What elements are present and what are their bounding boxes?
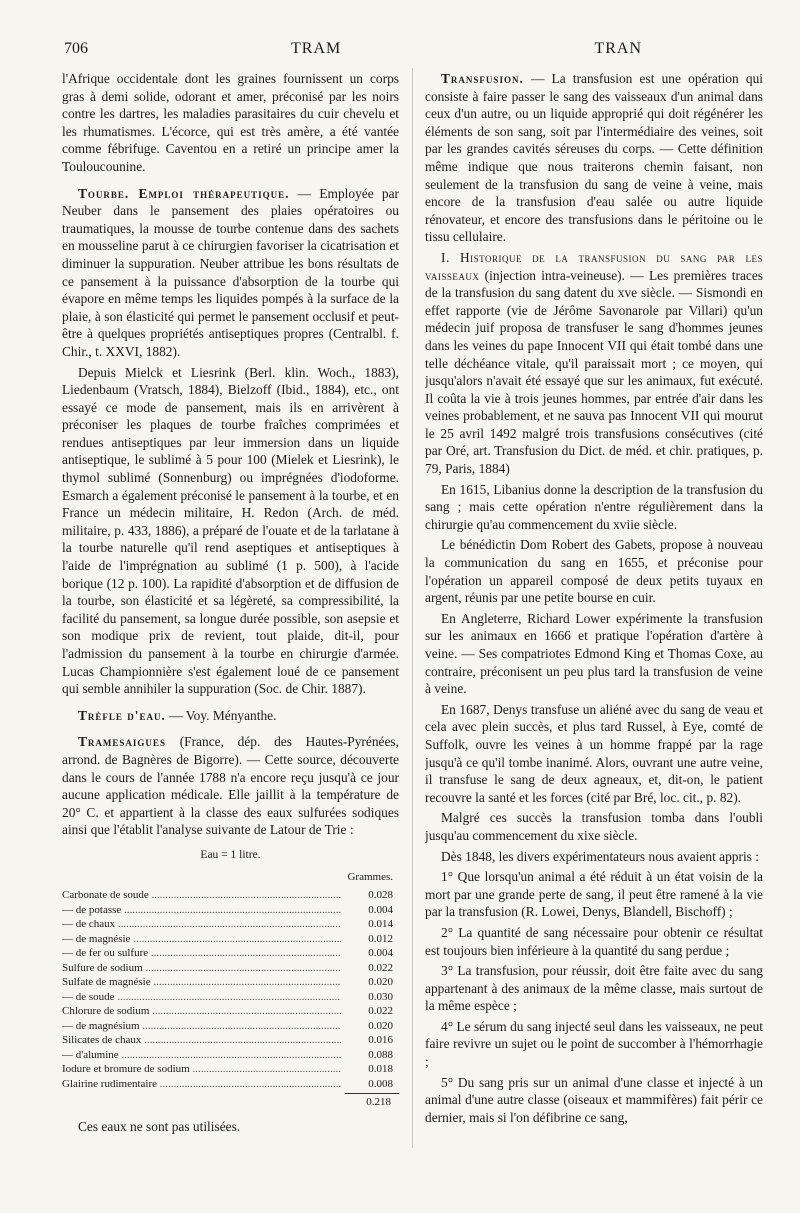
table-row <box>62 1019 399 1034</box>
table-title: Eau = 1 litre. <box>200 848 261 861</box>
entry-text: — Employée par Neuber dans le pansement des plaies opératoires ou traumatiques, la mousse de tourbe contenue dans des sachets en mousseline parut à ce chirurgien favoriser la cicatrisation et diminuer la suppuration. Neuber attribue les bons résultats de ce pansement à la puissance d'absorption de la tourbe qui évapore en même temps les liquides pompés à la surface de la plaie, à son élasticité qui permet le pansement occlusif et peut-être à quelques propriétés antiseptiques propres (Centralbl. f. Chir., t. XXVI, 1882). <box>62 185 399 359</box>
table-cell-grams: 0.022 <box>368 961 393 974</box>
table-row <box>62 932 399 947</box>
entry-text: (France, dép. des Hautes-Pyrénées, arrond. de Bagnères de Bigorre). — Cette source, découverte dans le cours de l'année 1788 n'a encore reçu jusqu'à ce jour aucune application médicale. Elle jaillit à la température de 20° C. et appartient à la classe des eaux sulfurées sodiques ainsi que l'établit l'analyse suivante de Latour de Trie : <box>62 734 399 838</box>
table-cell-substance: Chlorure de sodium ..... <box>62 1004 341 1019</box>
entry-heading: Tourbe. Emploi thérapeutique. <box>78 185 290 201</box>
left-running-head: TRAM <box>291 40 342 57</box>
table-cell-substance: Iodure et bromure de sodium ..... <box>62 1062 341 1077</box>
right-column <box>425 70 763 1173</box>
table-row <box>62 1033 399 1048</box>
table-cell-grams: 0.012 <box>368 932 393 945</box>
entry-text: — La transfusion est une opération qui consiste à faire passer le sang des vaisseaux d'un animal dans ceux d'un autre, ou un liquide approprié qui doit régénérer les éléments de son sang, soit par l'intermédiaire des veines, soit par les grandes cavités séreuses du corps. — Cette définition même indique que nous traiterons chemin faisant, non seulement de la transfusion du sang de veine à veine, mais encore de la transfusion d'eau salée ou autre liquide rénovateur, et encore des transfusions dans le péritoine ou le tissu cellulaire. <box>425 71 763 245</box>
table-cell-grams: 0.014 <box>368 918 393 931</box>
entry-heading: Transfusion. <box>441 71 524 86</box>
numbered-list <box>425 868 763 1126</box>
table-total <box>62 1093 399 1112</box>
table-cell-grams: 0.030 <box>368 990 393 1003</box>
table-cell-substance: — de soude ..... <box>62 990 341 1005</box>
table-cell-grams: 0.004 <box>368 947 393 960</box>
analysis-table <box>62 847 399 1112</box>
table-cell-substance: Glairine rudimentaire ..... <box>62 1077 341 1092</box>
list-item: 1° Que lorsqu'un animal a été réduit à un état voisin de la mort par une grande perte de sang, il peut être ramené à la vie par la transfusion (R. Lowei, Denys, Blandell, Bischoff) ; <box>425 869 763 920</box>
table-row <box>62 917 399 932</box>
table-cell-substance: — de potasse ..... <box>62 903 341 918</box>
left-column <box>62 70 399 1173</box>
list-item: 3° La transfusion, pour réussir, doit être faite avec du sang appartenant à des animaux de la même classe, mais surtout de la même espèce ; <box>425 963 763 1014</box>
table-cell-substance: Sulfure de sodium ..... <box>62 961 341 976</box>
table-cell-substance: — de fer ou sulfure ..... <box>62 946 341 961</box>
closing-line: Ces eaux ne sont pas utilisées. <box>78 1118 241 1134</box>
table-cell-grams: 0.028 <box>368 889 393 902</box>
table-cell-grams: 0.020 <box>368 1019 393 1032</box>
table-total-value: 0.218 <box>345 1093 399 1112</box>
list-item: 2° La quantité de sang nécessaire pour obtenir ce résultat est toujours bien inférieure à la quantité du sang perdue ; <box>425 924 763 958</box>
table-cell-substance: — d'alumine ..... <box>62 1048 341 1063</box>
table-row <box>62 888 399 903</box>
entry-text: — Voy. Ményanthe. <box>169 707 277 723</box>
paragraph-continuation: l'Afrique occidentale dont les graines fournissent un corps gras à demi solide, odorant et amer, préconisé par les noirs contre les dartres, les maladies parasitaires du cuir chevelu et les rhumatismes. L'écorce, qui est très amère, a été vantée comme fébrifuge. Caventou en a retiré un principe amer la Touloucounine. <box>62 71 399 174</box>
table-cell-substance: Carbonate de soude ..... <box>62 888 341 903</box>
table-row <box>62 961 399 976</box>
table-unit: Grammes. <box>347 870 393 883</box>
page-number: 706 <box>64 40 88 57</box>
table-cell-grams: 0.088 <box>368 1048 393 1061</box>
table-rows <box>62 888 399 1091</box>
paragraph: En 1615, Libanius donne la description de la transfusion du sang ; mais cette opération n'entre régulièrement dans la chirurgie qu'au commencement du xviie siècle. <box>425 481 763 532</box>
table-cell-substance: — de chaux ..... <box>62 917 341 932</box>
table-row <box>62 990 399 1005</box>
entry-tourbe <box>62 185 399 361</box>
list-item: 5° Du sang pris sur un animal d'une classe et injecté à un animal d'une autre classe (oiseaux et mammifères) fait périr ce dernier, mais si l'on défibrine ce sang, <box>425 1074 763 1125</box>
table-cell-grams: 0.020 <box>368 976 393 989</box>
table-row <box>62 975 399 990</box>
table-cell-grams: 0.008 <box>368 1077 393 1090</box>
paragraph: Dès 1848, les divers expérimentateurs nous avaient appris : <box>441 848 759 864</box>
paragraph: Le bénédictin Dom Robert des Gabets, propose à nouveau la communication du sang en 1655, et préconise pour l'opération un appareil composé de deux petits tuyaux en argent, réunis par une petite bourse en cuir. <box>425 537 763 606</box>
section-text: (injection intra-veineuse). — Les premières traces de la transfusion du sang datent du xve siècle. — Sismondi en effet rapporte (vie de Jérôme Savonarole par Villari) qu'un médecin juif proposa de transfuser le sang d'hommes jeunes dans les veines du pape Innocent VII qui était tombé dans une telle déchéance vitale, qu'il paraissait mort ; ce moyen, qui jusqu'alors n'avait été essayé que sur les animaux, fut exécuté. Il coûta la vie à trois jeunes hommes, par entrée d'air dans les veines probablement, et ne sauva pas Innocent VII qui mourut le 25 avril 1492 malgré trois transfusions consécutives (cité par Oré, art. Transfusion du Dict. de méd. et chir. pratiques, p. 79, Paris, 1884) <box>425 267 763 477</box>
paragraph: Depuis Mielck et Liesrink (Berl. klin. Woch., 1883), Liedenbaum (Vratsch, 1884), Bielzoff (Ibid., 1884), etc., ont essayé ce mode de pansement, mais ils en arrivèrent à préconiser les plaques de tourbe fraîches comprimées et rendues antiseptiques par leur immersion dans un liquide antiseptique, le sublimé à 5 pour 100 (Mielek et Liesrink), le thymol sublimé (Sonnenburg) ou imprégnées d'iodoforme. Esmarch a également préconisé le pansement à la tourbe, et en France un médecin militaire, H. Redon (Arch. de méd. militaire, p. 433, 1886), a préparé de l'ouate et de la tarlatane à la tourbe naturelle qu'il rend aseptiques et antiseptiques à l'aide de l'imprégnation au sublimé (1 p. 500), à l'acide borique (12 p. 100). La rapidité d'absorption et de diffusion de la tourbe, son élasticité et sa légèreté, sa compressibilité, la facilité du pansement, sa longue durée possible, son asepsie et son modique prix de revient, tout plaide, dit-il, pour l'admission du pansement à la tourbe en chirurgie d'armée. Lucas Championnière s'est également loué de ce pansement qui semble annihiler la suppuration (Soc. de Chir. 1887). <box>62 364 399 697</box>
page-header <box>64 40 734 62</box>
entry-trefle <box>62 707 399 725</box>
table-row <box>62 1062 399 1077</box>
table-cell-grams: 0.016 <box>368 1034 393 1047</box>
table-cell-grams: 0.004 <box>368 903 393 916</box>
entry-transfusion <box>425 70 763 246</box>
table-row <box>62 1077 399 1092</box>
table-row <box>62 946 399 961</box>
paragraph: En Angleterre, Richard Lower expérimente la transfusion sur les animaux en 1666 et pratique l'opération d'artère à veine. — Ses compatriotes Edmond King et Thomas Coxe, au contraire, préconisent un peu plus tard la transfusion de veine à veine. <box>425 610 763 697</box>
table-cell-substance: Silicates de chaux ..... <box>62 1033 341 1048</box>
table-cell-grams: 0.022 <box>368 1005 393 1018</box>
section-heading: I. Historique de la transfusion du sang par les vaisseaux <box>425 249 763 283</box>
table-row <box>62 1004 399 1019</box>
section-historique <box>425 249 763 478</box>
table-cell-substance: — de magnésie ..... <box>62 932 341 947</box>
column-divider <box>412 68 413 1148</box>
table-row <box>62 903 399 918</box>
table-row <box>62 1048 399 1063</box>
right-running-head: TRAN <box>594 40 642 57</box>
list-item: 4° Le sérum du sang injecté seul dans les vaisseaux, ne peut faire revivre un sujet ou le point de succomber à l'hémorrhagie ; <box>425 1018 763 1070</box>
table-cell-substance: Sulfate de magnésie ..... <box>62 975 341 990</box>
entry-tramesaigues <box>62 733 399 839</box>
paragraph: En 1687, Denys transfuse un aliéné avec du sang de veau et cela avec plein succès, et plus tard Russel, à Eye, comté de Suffolk, ouvre les veines à un homme frappé par la rage jusqu'à ce qu'il tombe inanimé. Alors, ouvrant une autre veine, il transfuse le sang de deux agneaux, et, dit-on, le patient recouvre la santé et les forces (cité par Bré, loc. cit., p. 82). <box>425 701 763 805</box>
table-cell-grams: 0.018 <box>368 1063 393 1076</box>
table-cell-substance: — de magnésium ..... <box>62 1019 341 1034</box>
entry-heading: Tramesaigues <box>78 734 166 750</box>
paragraph: Malgré ces succès la transfusion tomba dans l'oubli jusqu'au commencement du xixe siècle. <box>425 810 763 843</box>
entry-heading: Trèfle d'eau. <box>78 707 166 723</box>
